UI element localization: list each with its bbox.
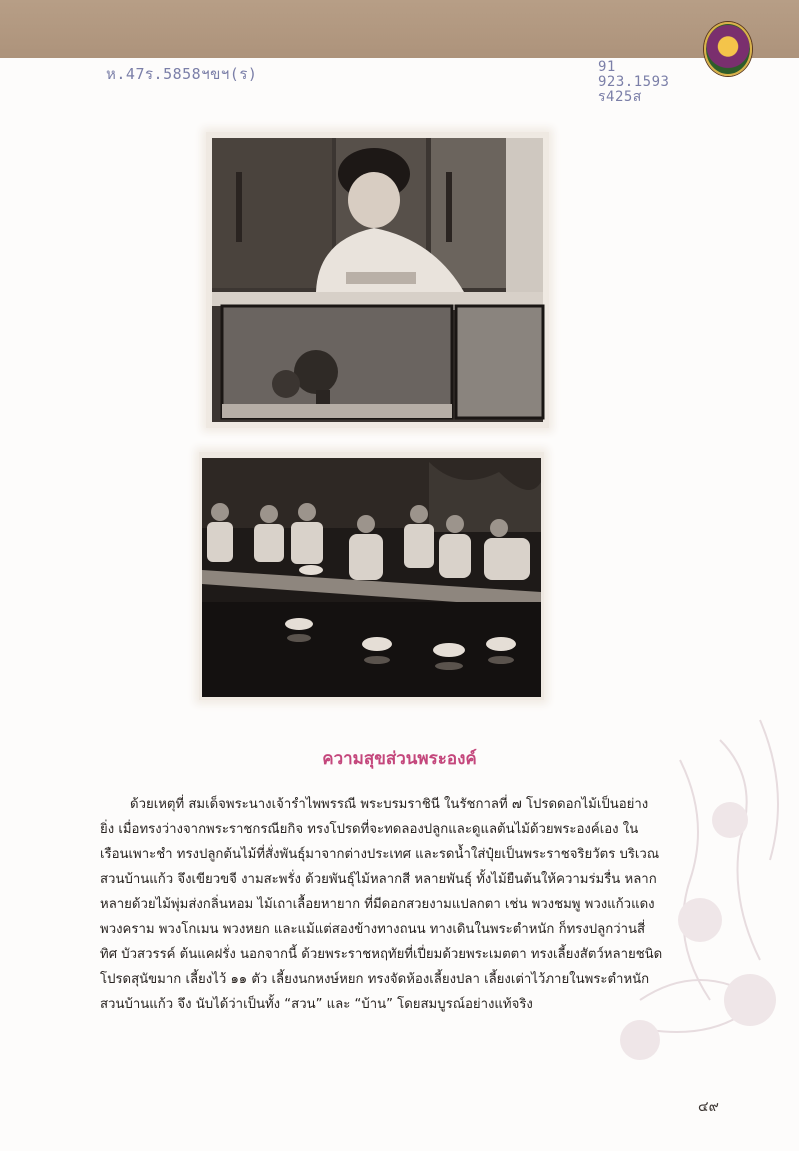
paragraph-line: สวนบ้านแก้ว จึงเขียวขจี งามสะพรั่ง ด้วยพันธุ์ไม้หลากสี หลายพันธุ์ ทั้งไม้ยืนต้นให้ความร่มรื่น หลาก <box>100 872 657 887</box>
photo-queen-aquarium <box>206 132 549 428</box>
university-seal-logo <box>704 22 752 76</box>
handwritten-call-number: ห.47ร.5858ฯขฯ(ร) <box>106 65 258 83</box>
paragraph-line: ด้วยเหตุที่ สมเด็จพระนางเจ้ารำไพพรรณี พระบรมราชินี ในรัชกาลที่ ๗ โปรดดอกไม้เป็นอย่าง <box>130 797 649 812</box>
top-color-band <box>0 0 799 58</box>
paragraph-line: โปรดสุนัขมาก เลี้ยงไว้ ๑๑ ตัว เลี้ยงนกหงษ์หยก ทรงจัดห้องเลี้ยงปลา เลี้ยงเต่าไว้ภายในพระตำหนัก <box>100 972 650 987</box>
classification-line: 91 <box>598 59 616 75</box>
classification-line: ร425ส <box>598 89 642 105</box>
handwritten-classification <box>598 60 669 105</box>
aquarium-photo-image <box>206 132 549 428</box>
paragraph-line: สวนบ้านแก้ว จึง นับได้ว่าเป็นทั้ง “สวน” และ “บ้าน” โดยสมบูรณ์อย่างแท้จริง <box>100 997 533 1012</box>
section-body <box>100 792 666 1017</box>
paragraph-line: เรือนเพาะชำ ทรงปลูกต้นไม้ที่สั่งพันธุ์มาจากต่างประเทศ และรดน้ำใส่ปุ๋ยเป็นพระราชจริยวัตร บริเวณ <box>100 847 660 862</box>
section-heading: ความสุขส่วนพระองค์ <box>322 749 477 769</box>
paragraph-line: ทิศ บัวสวรรค์ ต้นแคฝรั่ง นอกจากนี้ ด้วยพระราชหฤทัยที่เปี่ยมด้วยพระเมตตา ทรงเลี้ยงสัตว์หลายชนิด <box>100 947 663 962</box>
paragraph-line: หลายด้วยไม้พุ่มส่งกลิ่นหอม ไม้เถาเลื้อยหายาก ที่มีดอกสวยงามแปลกตา เช่น พวงชมพู พวงแก้วแดง <box>100 897 655 912</box>
paragraph-line: ยิ่ง เมื่อทรงว่างจากพระราชกรณียกิจ ทรงโปรดที่จะทดลองปลูกและดูแลต้นไม้ด้วยพระองค์เอง ใน <box>100 822 639 837</box>
photo-krathong-group <box>199 452 544 700</box>
page-number: ๔๙ <box>698 1099 719 1115</box>
paragraph-line: พวงคราม พวงโกเมน พวงหยก และแม้แต่สองข้างทางถนน ทางเดินในพระตำหนัก ก็ทรงปลูกว่านสี่ <box>100 922 646 937</box>
krathong-photo-image <box>199 452 544 700</box>
classification-line: 923.1593 <box>598 74 670 90</box>
